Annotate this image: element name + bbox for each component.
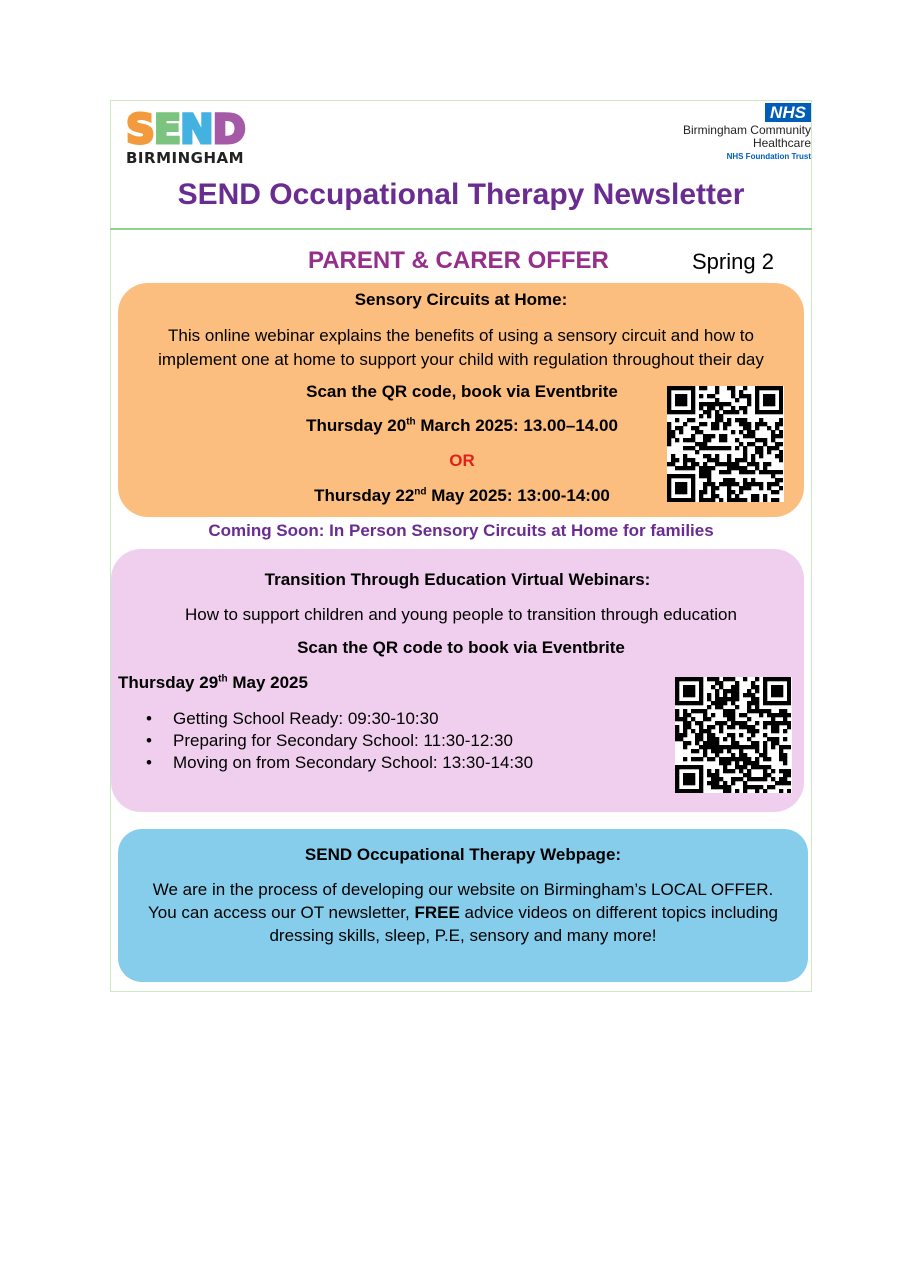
transition-date-day: Thursday 29	[118, 673, 219, 692]
transition-date-suffix: th	[218, 673, 228, 685]
date2-rest: May 2025: 13:00-14:00	[426, 486, 610, 505]
logo-letter-s: S	[126, 107, 154, 153]
transition-description: How to support children and young people to transition through education	[185, 605, 737, 624]
logo-letter-n: N	[180, 107, 213, 153]
webpage-line2	[112, 901, 814, 924]
sensory-desc-line1: This online webinar explains the benefits of using a sensory circuit and how to	[168, 326, 754, 345]
sensory-desc-line2: implement one at home to support your child with regulation throughout their day	[158, 350, 764, 369]
webpage-line2-end: advice videos on different topics including	[459, 903, 778, 922]
nhs-org-line2: Healthcare	[752, 136, 811, 150]
date2-suffix: nd	[414, 486, 427, 498]
sensory-qr-code[interactable]	[667, 386, 784, 502]
list-item: • Moving on from Secondary School: 13:30-14:30	[146, 752, 533, 774]
nhs-org-line1: Birmingham Community	[682, 123, 811, 137]
transition-date-rest: May 2025	[227, 673, 308, 692]
nhs-trust-label: NHS Foundation Trust	[726, 152, 811, 161]
title-divider	[110, 228, 812, 230]
nhs-logo: NHS	[765, 103, 811, 122]
webpage-line2-start: You can access our OT newsletter,	[148, 903, 415, 922]
send-logo	[126, 108, 245, 152]
coming-soon-text: Coming Soon: In Person Sensory Circuits at Home for families	[208, 521, 714, 540]
logo-letter-d: D	[212, 107, 245, 153]
offer-heading: PARENT & CARER OFFER	[308, 247, 609, 274]
transition-qr-code[interactable]	[675, 677, 792, 793]
logo-letter-e: E	[153, 107, 181, 153]
logo-subtitle: BIRMINGHAM	[126, 149, 245, 167]
sensory-heading: Sensory Circuits at Home:	[354, 290, 568, 309]
sensory-date-1	[262, 416, 662, 436]
webpage-heading: SEND Occupational Therapy Webpage:	[304, 845, 622, 864]
sensory-scan-text: Scan the QR code, book via Eventbrite	[306, 382, 618, 401]
or-label: OR	[449, 451, 475, 470]
webpage-line3: dressing skills, sleep, P.E, sensory and many more!	[269, 926, 657, 945]
free-emphasis: FREE	[414, 903, 460, 922]
sensory-date-2	[262, 486, 662, 506]
term-label: Spring 2	[692, 249, 774, 274]
date1-day: Thursday 20	[306, 416, 407, 435]
date2-day: Thursday 22	[314, 486, 415, 505]
list-item: • Preparing for Secondary School: 11:30-12:30	[146, 730, 533, 752]
sensory-description	[118, 324, 804, 372]
qr-pattern	[667, 386, 783, 502]
qr-pattern	[675, 677, 791, 793]
transition-date	[118, 673, 308, 693]
transition-heading: Transition Through Education Virtual Webinars:	[264, 570, 651, 589]
newsletter-title: SEND Occupational Therapy Newsletter	[177, 178, 745, 211]
webpage-line1: We are in the process of developing our website on Birmingham’s LOCAL OFFER.	[152, 880, 774, 899]
list-item: • Getting School Ready: 09:30-10:30	[146, 708, 533, 730]
transition-scan-text: Scan the QR code to book via Eventbrite	[297, 638, 625, 657]
date1-rest: March 2025: 13.00–14.00	[415, 416, 618, 435]
session-list	[146, 708, 533, 774]
date1-suffix: th	[406, 416, 416, 428]
webpage-body	[112, 878, 814, 947]
nhs-organisation	[683, 124, 811, 150]
